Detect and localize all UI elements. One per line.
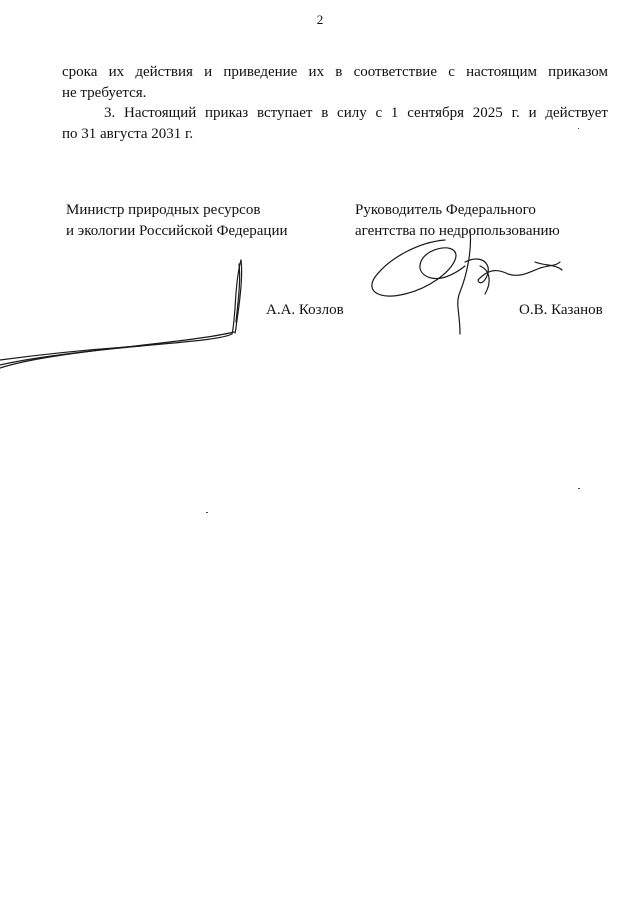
left-handwritten-signature	[0, 250, 260, 380]
page-number: 2	[316, 12, 324, 27]
scan-speck	[578, 488, 580, 489]
position-line: Министр природных ресурсов	[66, 202, 261, 218]
position-line: агентства по недропользованию	[355, 223, 560, 239]
paragraph-effective-date	[62, 103, 608, 145]
right-handwritten-signature	[360, 222, 570, 337]
left-signatory-position	[66, 200, 288, 242]
paragraph-line: 3. Настоящий приказ вступает в силу с 1 сентября 2025 г. и действует	[104, 105, 608, 121]
paragraph-line: не требуется.	[62, 85, 147, 101]
paragraph-line: срока их действия и приведение их в соответствие с настоящим приказом	[62, 64, 608, 80]
paragraph-validity	[62, 62, 608, 104]
position-line: и экологии Российской Федерации	[66, 223, 288, 239]
paragraph-line: по 31 августа 2031 г.	[62, 126, 194, 142]
position-line: Руководитель Федерального	[355, 202, 536, 218]
scan-speck	[578, 128, 579, 129]
scan-speck	[206, 512, 208, 513]
right-signatory-name: О.В. Казанов	[519, 302, 603, 318]
left-signatory-name: А.А. Козлов	[266, 302, 344, 318]
